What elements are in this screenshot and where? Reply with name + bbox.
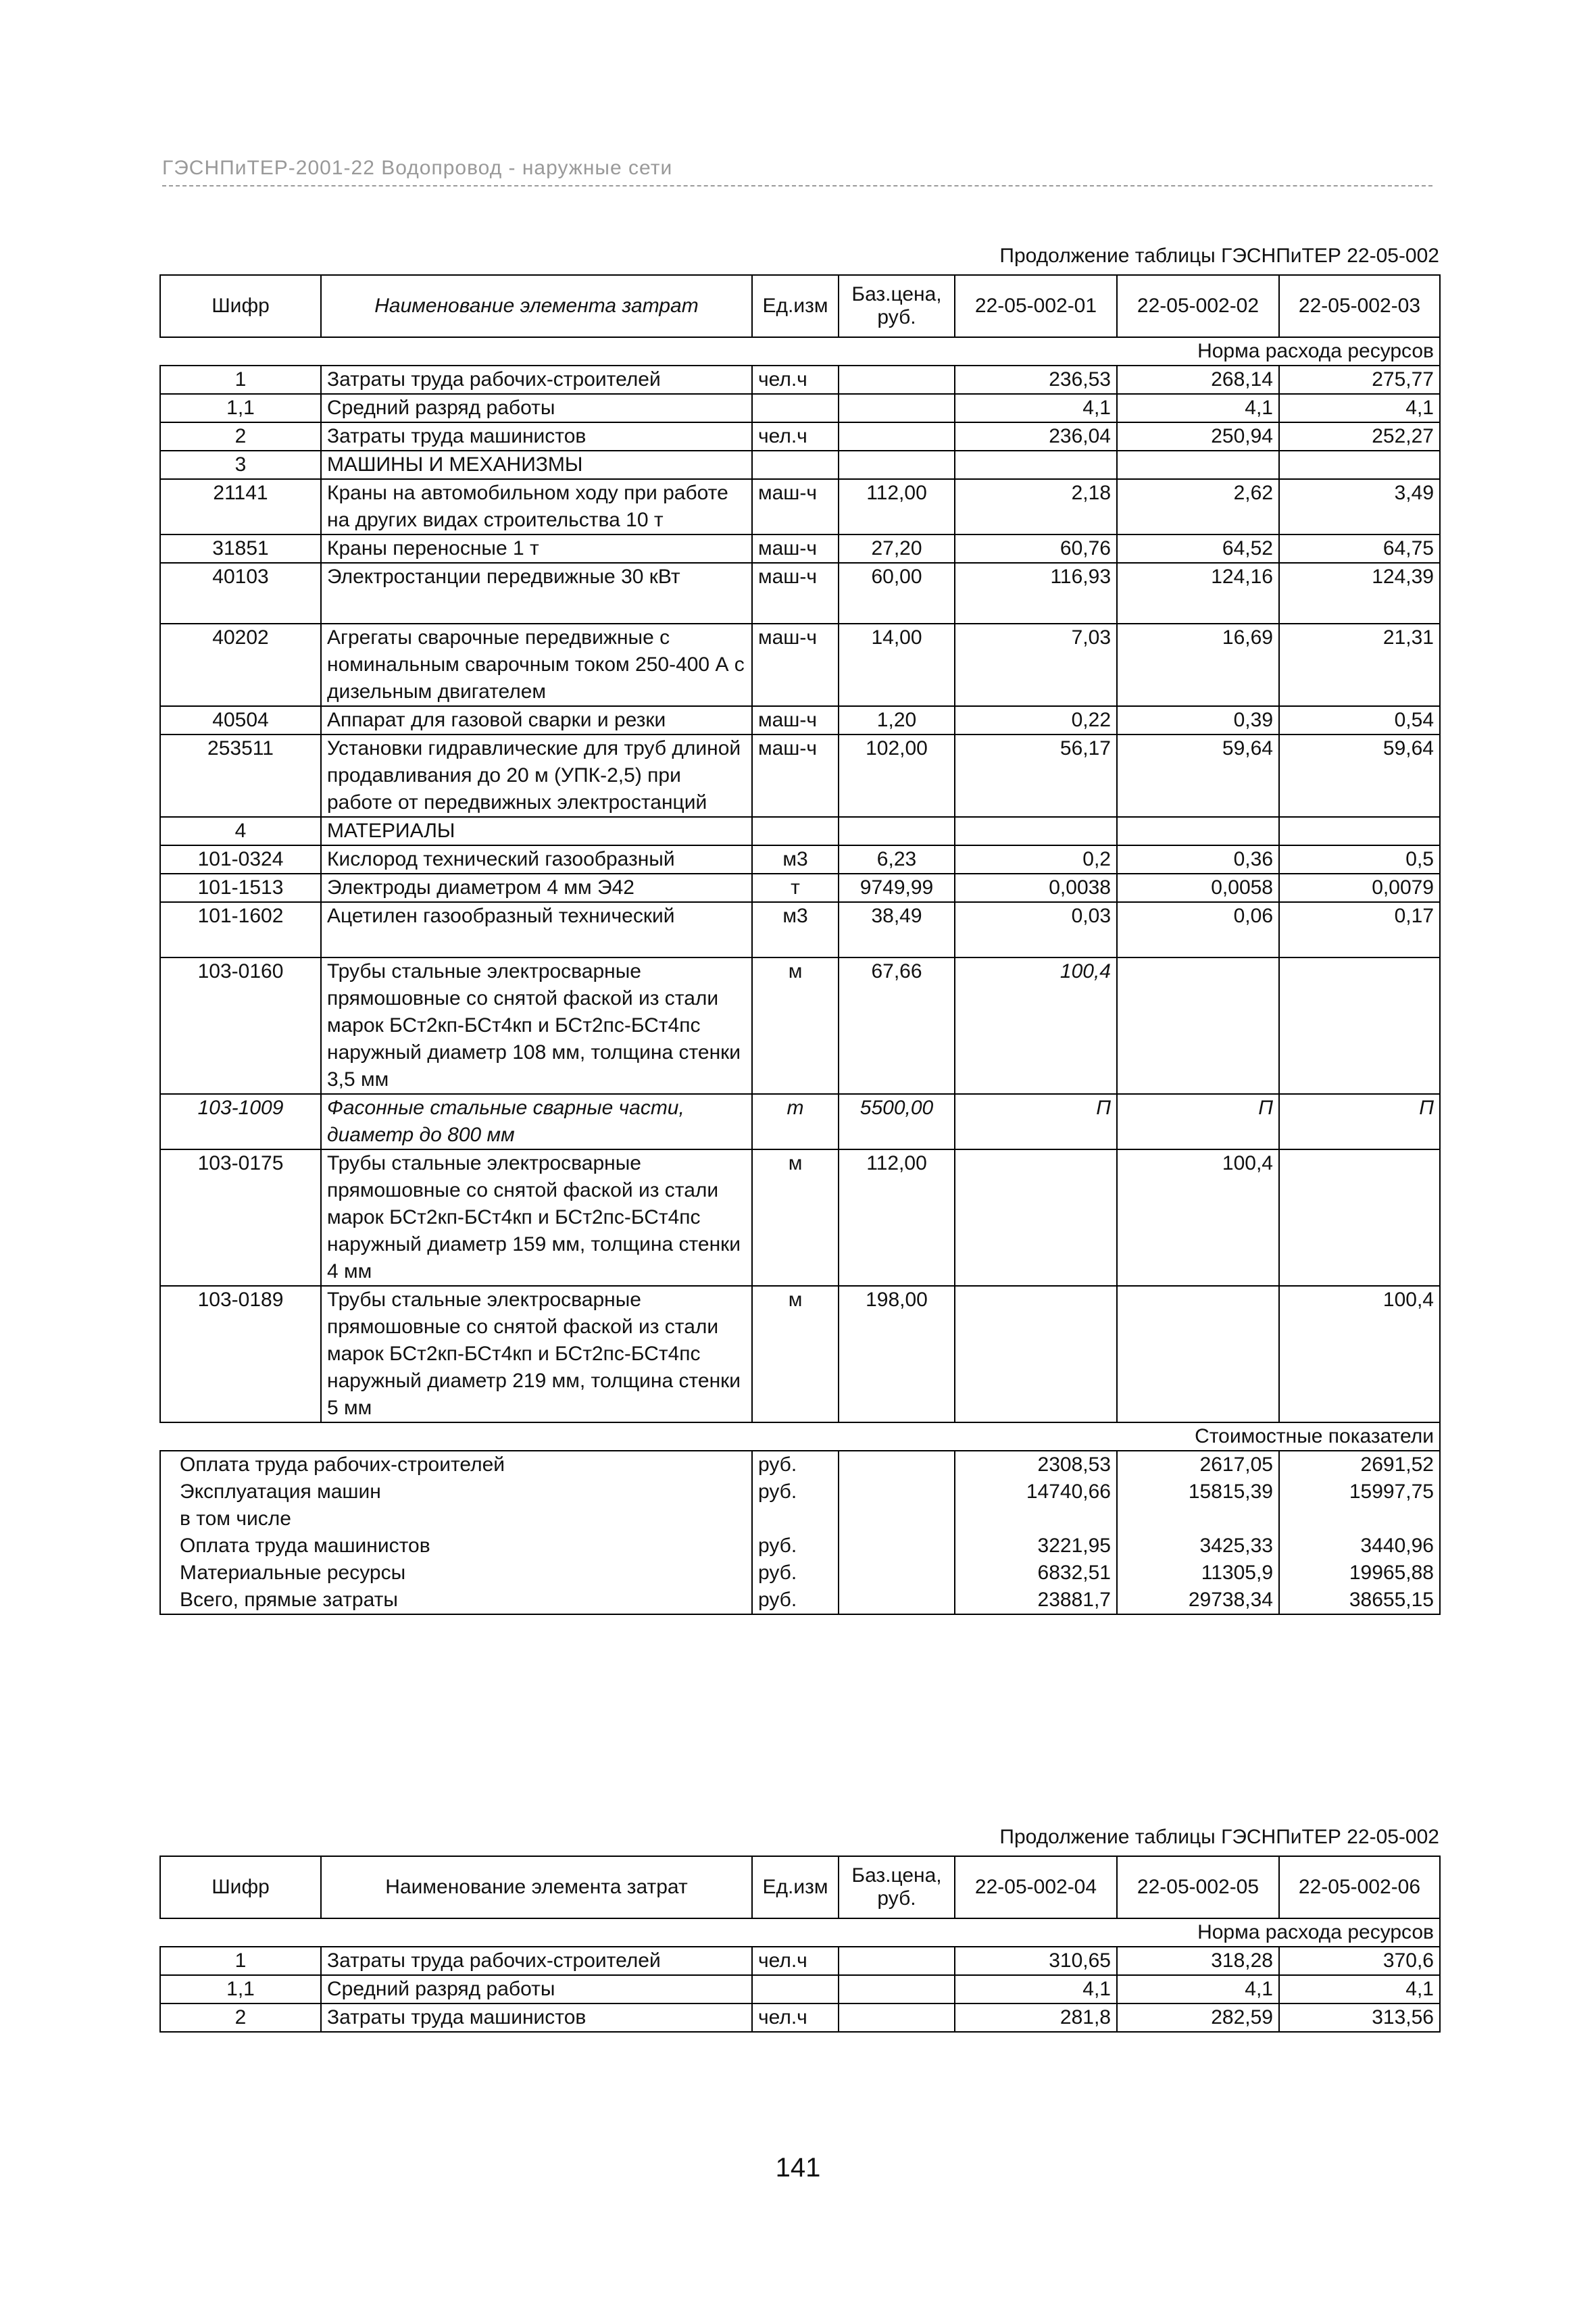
table-header-row xyxy=(160,1856,1440,1918)
cost-unit xyxy=(752,1505,839,1533)
header-col3: 22-05-002-06 xyxy=(1279,1856,1440,1918)
row-price: 60,00 xyxy=(839,563,955,624)
row-price: 27,20 xyxy=(839,534,955,563)
row-value-1: 60,76 xyxy=(955,534,1117,563)
row-code: 2 xyxy=(160,422,321,451)
row-name: Установки гидравлические для труб длиной продавливания до 20 м (УПК-2,5) при работе от передвижных электростанций xyxy=(321,735,752,817)
row-value-2: 318,28 xyxy=(1117,1947,1279,1975)
cost-value-1: 23881,7 xyxy=(955,1587,1117,1614)
row-name: Электростанции передвижные 30 кВт xyxy=(321,563,752,624)
row-code: 101-1602 xyxy=(160,902,321,957)
cost-value-3: 38655,15 xyxy=(1279,1587,1440,1614)
row-value-1: 100,4 xyxy=(955,957,1117,1094)
row-price xyxy=(839,817,955,845)
row-value-3: 252,27 xyxy=(1279,422,1440,451)
section-title: МАШИНЫ И МЕХАНИЗМЫ xyxy=(321,451,752,479)
header-name: Наименование элемента затрат xyxy=(321,275,752,337)
row-price: 14,00 xyxy=(839,624,955,706)
row-unit xyxy=(752,1975,839,2003)
row-name: Кислород технический газообразный xyxy=(321,845,752,874)
row-name: Затраты труда машинистов xyxy=(321,422,752,451)
table-row xyxy=(160,735,1440,817)
row-code: 3 xyxy=(160,451,321,479)
row-value-2: 0,36 xyxy=(1117,845,1279,874)
row-price xyxy=(839,1947,955,1975)
norm-label: Норма расхода ресурсов xyxy=(160,337,1440,366)
cost-unit: руб. xyxy=(752,1560,839,1587)
cost-value-2 xyxy=(1117,1505,1279,1533)
row-price: 5500,00 xyxy=(839,1094,955,1149)
row-value-2 xyxy=(1117,1286,1279,1422)
row-value-1: 0,0038 xyxy=(955,874,1117,902)
row-value-2 xyxy=(1117,957,1279,1094)
row-name: Трубы стальные электросварные прямошовные со снятой фаской из стали марок БСт2кп-БСт4кп и БСт2пс-БСт4пс наружный диаметр 159 мм, толщина стенки 4 мм xyxy=(321,1149,752,1286)
row-value-2: 59,64 xyxy=(1117,735,1279,817)
row-value-1: 116,93 xyxy=(955,563,1117,624)
cost-value-2: 11305,9 xyxy=(1117,1560,1279,1587)
norms-table-2 xyxy=(159,1856,1441,2033)
table-row xyxy=(160,534,1440,563)
row-code: 1 xyxy=(160,1947,321,1975)
row-value-1: 2,18 xyxy=(955,479,1117,534)
cost-name: Всего, прямые затраты xyxy=(160,1587,752,1614)
row-code: 103-0160 xyxy=(160,957,321,1094)
cost-value-1: 14740,66 xyxy=(955,1478,1117,1505)
cost-value-1 xyxy=(955,1505,1117,1533)
cost-unit: руб. xyxy=(752,1451,839,1478)
row-value-2 xyxy=(1117,451,1279,479)
table-row xyxy=(160,706,1440,735)
cost-value-2: 3425,33 xyxy=(1117,1533,1279,1560)
cost-value-3: 3440,96 xyxy=(1279,1533,1440,1560)
cost-empty xyxy=(839,1505,955,1533)
cost-value-1: 3221,95 xyxy=(955,1533,1117,1560)
row-unit: м xyxy=(752,1286,839,1422)
row-value-2: П xyxy=(1117,1094,1279,1149)
cost-value-3 xyxy=(1279,1505,1440,1533)
row-price xyxy=(839,1975,955,2003)
row-value-3: 0,0079 xyxy=(1279,874,1440,902)
row-value-3: 124,39 xyxy=(1279,563,1440,624)
row-value-3 xyxy=(1279,817,1440,845)
row-value-2 xyxy=(1117,817,1279,845)
row-value-1 xyxy=(955,1149,1117,1286)
section-row-machines xyxy=(160,451,1440,479)
header-col2: 22-05-002-02 xyxy=(1117,275,1279,337)
table-row xyxy=(160,394,1440,422)
row-code: 1,1 xyxy=(160,1975,321,2003)
row-code: 40103 xyxy=(160,563,321,624)
row-code: 101-0324 xyxy=(160,845,321,874)
row-unit xyxy=(752,394,839,422)
row-name: Затраты труда рабочих-строителей xyxy=(321,366,752,394)
row-value-2: 64,52 xyxy=(1117,534,1279,563)
row-name: Затраты труда рабочих-строителей xyxy=(321,1947,752,1975)
cost-value-3: 19965,88 xyxy=(1279,1560,1440,1587)
row-price: 6,23 xyxy=(839,845,955,874)
row-value-3: 4,1 xyxy=(1279,1975,1440,2003)
cost-empty xyxy=(839,1587,955,1614)
row-value-1: 56,17 xyxy=(955,735,1117,817)
row-value-3: 21,31 xyxy=(1279,624,1440,706)
cost-section xyxy=(160,1451,1440,1614)
row-value-1: 236,53 xyxy=(955,366,1117,394)
row-unit xyxy=(752,451,839,479)
row-value-3 xyxy=(1279,1149,1440,1286)
cost-label-row xyxy=(160,1422,1440,1451)
row-value-2: 0,06 xyxy=(1117,902,1279,957)
table-row xyxy=(160,902,1440,957)
row-price xyxy=(839,394,955,422)
row-value-1: 7,03 xyxy=(955,624,1117,706)
row-unit: маш-ч xyxy=(752,735,839,817)
table-row xyxy=(160,1094,1440,1149)
row-code: 4 xyxy=(160,817,321,845)
row-unit xyxy=(752,817,839,845)
row-value-1 xyxy=(955,1286,1117,1422)
table-row xyxy=(160,1947,1440,1975)
cost-row xyxy=(160,1505,1440,1533)
row-unit: маш-ч xyxy=(752,479,839,534)
cost-value-1: 2308,53 xyxy=(955,1451,1117,1478)
row-value-3: 100,4 xyxy=(1279,1286,1440,1422)
page-number: 141 xyxy=(775,2153,821,2183)
row-price xyxy=(839,2003,955,2032)
row-unit: м xyxy=(752,1149,839,1286)
row-code: 2 xyxy=(160,2003,321,2032)
row-value-3: 0,17 xyxy=(1279,902,1440,957)
table-row xyxy=(160,1149,1440,1286)
header-name: Наименование элемента затрат xyxy=(321,1856,752,1918)
table-row xyxy=(160,874,1440,902)
cost-row xyxy=(160,1587,1440,1614)
row-value-1: 281,8 xyxy=(955,2003,1117,2032)
section-row-materials xyxy=(160,817,1440,845)
row-name: Затраты труда машинистов xyxy=(321,2003,752,2032)
row-code: 103-0175 xyxy=(160,1149,321,1286)
row-price: 102,00 xyxy=(839,735,955,817)
row-value-1 xyxy=(955,451,1117,479)
row-code: 103-0189 xyxy=(160,1286,321,1422)
row-unit: маш-ч xyxy=(752,706,839,735)
row-value-2: 0,39 xyxy=(1117,706,1279,735)
row-name: Трубы стальные электросварные прямошовные со снятой фаской из стали марок БСт2кп-БСт4кп и БСт2пс-БСт4пс наружный диаметр 108 мм, толщина стенки 3,5 мм xyxy=(321,957,752,1094)
row-price xyxy=(839,422,955,451)
row-value-1: 0,2 xyxy=(955,845,1117,874)
row-unit: чел.ч xyxy=(752,422,839,451)
row-unit: чел.ч xyxy=(752,366,839,394)
row-value-2: 282,59 xyxy=(1117,2003,1279,2032)
row-code: 31851 xyxy=(160,534,321,563)
row-price xyxy=(839,366,955,394)
header-col1: 22-05-002-04 xyxy=(955,1856,1117,1918)
row-unit: чел.ч xyxy=(752,1947,839,1975)
cost-name: в том числе xyxy=(160,1505,752,1533)
row-unit: м3 xyxy=(752,845,839,874)
row-value-3: 4,1 xyxy=(1279,394,1440,422)
header-base-price: Баз.цена, руб. xyxy=(839,1856,955,1918)
row-value-3: 59,64 xyxy=(1279,735,1440,817)
cost-unit: руб. xyxy=(752,1478,839,1505)
row-value-3: 275,77 xyxy=(1279,366,1440,394)
table-row xyxy=(160,1975,1440,2003)
table-row xyxy=(160,624,1440,706)
row-value-2: 16,69 xyxy=(1117,624,1279,706)
row-code: 101-1513 xyxy=(160,874,321,902)
row-value-2: 250,94 xyxy=(1117,422,1279,451)
cost-empty xyxy=(839,1451,955,1478)
row-value-3: 3,49 xyxy=(1279,479,1440,534)
table-row xyxy=(160,479,1440,534)
row-value-3: П xyxy=(1279,1094,1440,1149)
cost-value-1: 6832,51 xyxy=(955,1560,1117,1587)
row-name: Краны на автомобильном ходу при работе на других видах строительства 10 т xyxy=(321,479,752,534)
cost-value-3: 15997,75 xyxy=(1279,1478,1440,1505)
table-row xyxy=(160,422,1440,451)
row-value-3 xyxy=(1279,451,1440,479)
norm-label: Норма расхода ресурсов xyxy=(160,1918,1440,1947)
cost-value-2: 15815,39 xyxy=(1117,1478,1279,1505)
section-title: МАТЕРИАЛЫ xyxy=(321,817,752,845)
row-code: 40202 xyxy=(160,624,321,706)
row-price: 112,00 xyxy=(839,479,955,534)
cost-row xyxy=(160,1478,1440,1505)
cost-empty xyxy=(839,1478,955,1505)
row-name: Агрегаты сварочные передвижные с номинальным сварочным током 250-400 А с дизельным двигателем xyxy=(321,624,752,706)
row-unit: м3 xyxy=(752,902,839,957)
row-code: 253511 xyxy=(160,735,321,817)
row-value-3 xyxy=(1279,957,1440,1094)
row-value-3: 313,56 xyxy=(1279,2003,1440,2032)
row-name: Электроды диаметром 4 мм Э42 xyxy=(321,874,752,902)
header-unit: Ед.изм xyxy=(752,1856,839,1918)
row-unit: маш-ч xyxy=(752,534,839,563)
cost-empty xyxy=(839,1560,955,1587)
header-col1: 22-05-002-01 xyxy=(955,275,1117,337)
row-value-2: 4,1 xyxy=(1117,1975,1279,2003)
row-value-1: 0,22 xyxy=(955,706,1117,735)
row-name: Фасонные стальные сварные части, диаметр до 800 мм xyxy=(321,1094,752,1149)
row-name: Ацетилен газообразный технический xyxy=(321,902,752,957)
header-code: Шифр xyxy=(160,275,321,337)
row-name: Аппарат для газовой сварки и резки xyxy=(321,706,752,735)
table-row xyxy=(160,366,1440,394)
header-unit: Ед.изм xyxy=(752,275,839,337)
row-value-1 xyxy=(955,817,1117,845)
row-price: 9749,99 xyxy=(839,874,955,902)
row-value-1: П xyxy=(955,1094,1117,1149)
row-code: 21141 xyxy=(160,479,321,534)
cost-empty xyxy=(839,1533,955,1560)
table-row xyxy=(160,2003,1440,2032)
cost-name: Оплата труда рабочих-строителей xyxy=(160,1451,752,1478)
row-value-3: 0,5 xyxy=(1279,845,1440,874)
row-unit: т xyxy=(752,1094,839,1149)
cost-name: Материальные ресурсы xyxy=(160,1560,752,1587)
table-row xyxy=(160,1286,1440,1422)
row-unit: м xyxy=(752,957,839,1094)
row-price xyxy=(839,451,955,479)
cost-row xyxy=(160,1560,1440,1587)
row-unit: маш-ч xyxy=(752,563,839,624)
header-col2: 22-05-002-05 xyxy=(1117,1856,1279,1918)
cost-unit: руб. xyxy=(752,1587,839,1614)
row-value-2: 268,14 xyxy=(1117,366,1279,394)
row-code: 1 xyxy=(160,366,321,394)
row-name: Средний разряд работы xyxy=(321,394,752,422)
row-price: 67,66 xyxy=(839,957,955,1094)
cost-value-2: 2617,05 xyxy=(1117,1451,1279,1478)
cost-row xyxy=(160,1451,1440,1478)
row-value-2: 0,0058 xyxy=(1117,874,1279,902)
header-col3: 22-05-002-03 xyxy=(1279,275,1440,337)
table2-caption: Продолжение таблицы ГЭСНПиТЕР 22-05-002 xyxy=(999,1826,1439,1848)
row-unit: маш-ч xyxy=(752,624,839,706)
running-header: ГЭСНПиТЕР-2001-22 Водопровод - наружные сети xyxy=(162,157,1432,186)
table1-caption: Продолжение таблицы ГЭСНПиТЕР 22-05-002 xyxy=(999,245,1439,267)
row-value-1: 310,65 xyxy=(955,1947,1117,1975)
norm-label-row xyxy=(160,1918,1440,1947)
table-row xyxy=(160,845,1440,874)
cost-row xyxy=(160,1533,1440,1560)
row-price: 38,49 xyxy=(839,902,955,957)
row-unit: т xyxy=(752,874,839,902)
header-base-price: Баз.цена, руб. xyxy=(839,275,955,337)
cost-label: Стоимостные показатели xyxy=(160,1422,1440,1451)
row-code: 103-1009 xyxy=(160,1094,321,1149)
row-value-1: 4,1 xyxy=(955,394,1117,422)
row-value-3: 0,54 xyxy=(1279,706,1440,735)
row-price: 198,00 xyxy=(839,1286,955,1422)
cost-unit: руб. xyxy=(752,1533,839,1560)
row-value-2: 2,62 xyxy=(1117,479,1279,534)
norm-label-row xyxy=(160,337,1440,366)
row-value-2: 100,4 xyxy=(1117,1149,1279,1286)
row-price: 1,20 xyxy=(839,706,955,735)
row-name: Краны переносные 1 т xyxy=(321,534,752,563)
row-unit: чел.ч xyxy=(752,2003,839,2032)
row-value-2: 4,1 xyxy=(1117,394,1279,422)
row-name: Средний разряд работы xyxy=(321,1975,752,2003)
cost-name: Эксплуатация машин xyxy=(160,1478,752,1505)
table-row xyxy=(160,563,1440,624)
table-header-row xyxy=(160,275,1440,337)
row-value-1: 4,1 xyxy=(955,1975,1117,2003)
row-value-3: 370,6 xyxy=(1279,1947,1440,1975)
cost-value-2: 29738,34 xyxy=(1117,1587,1279,1614)
row-value-1: 236,04 xyxy=(955,422,1117,451)
header-code: Шифр xyxy=(160,1856,321,1918)
cost-value-3: 2691,52 xyxy=(1279,1451,1440,1478)
row-price: 112,00 xyxy=(839,1149,955,1286)
table-row xyxy=(160,957,1440,1094)
row-name: Трубы стальные электросварные прямошовные со снятой фаской из стали марок БСт2кп-БСт4кп и БСт2пс-БСт4пс наружный диаметр 219 мм, толщина стенки 5 мм xyxy=(321,1286,752,1422)
row-value-1: 0,03 xyxy=(955,902,1117,957)
row-code: 40504 xyxy=(160,706,321,735)
row-value-2: 124,16 xyxy=(1117,563,1279,624)
row-code: 1,1 xyxy=(160,394,321,422)
cost-name: Оплата труда машинистов xyxy=(160,1533,752,1560)
norms-table-1 xyxy=(159,274,1441,1615)
row-value-3: 64,75 xyxy=(1279,534,1440,563)
